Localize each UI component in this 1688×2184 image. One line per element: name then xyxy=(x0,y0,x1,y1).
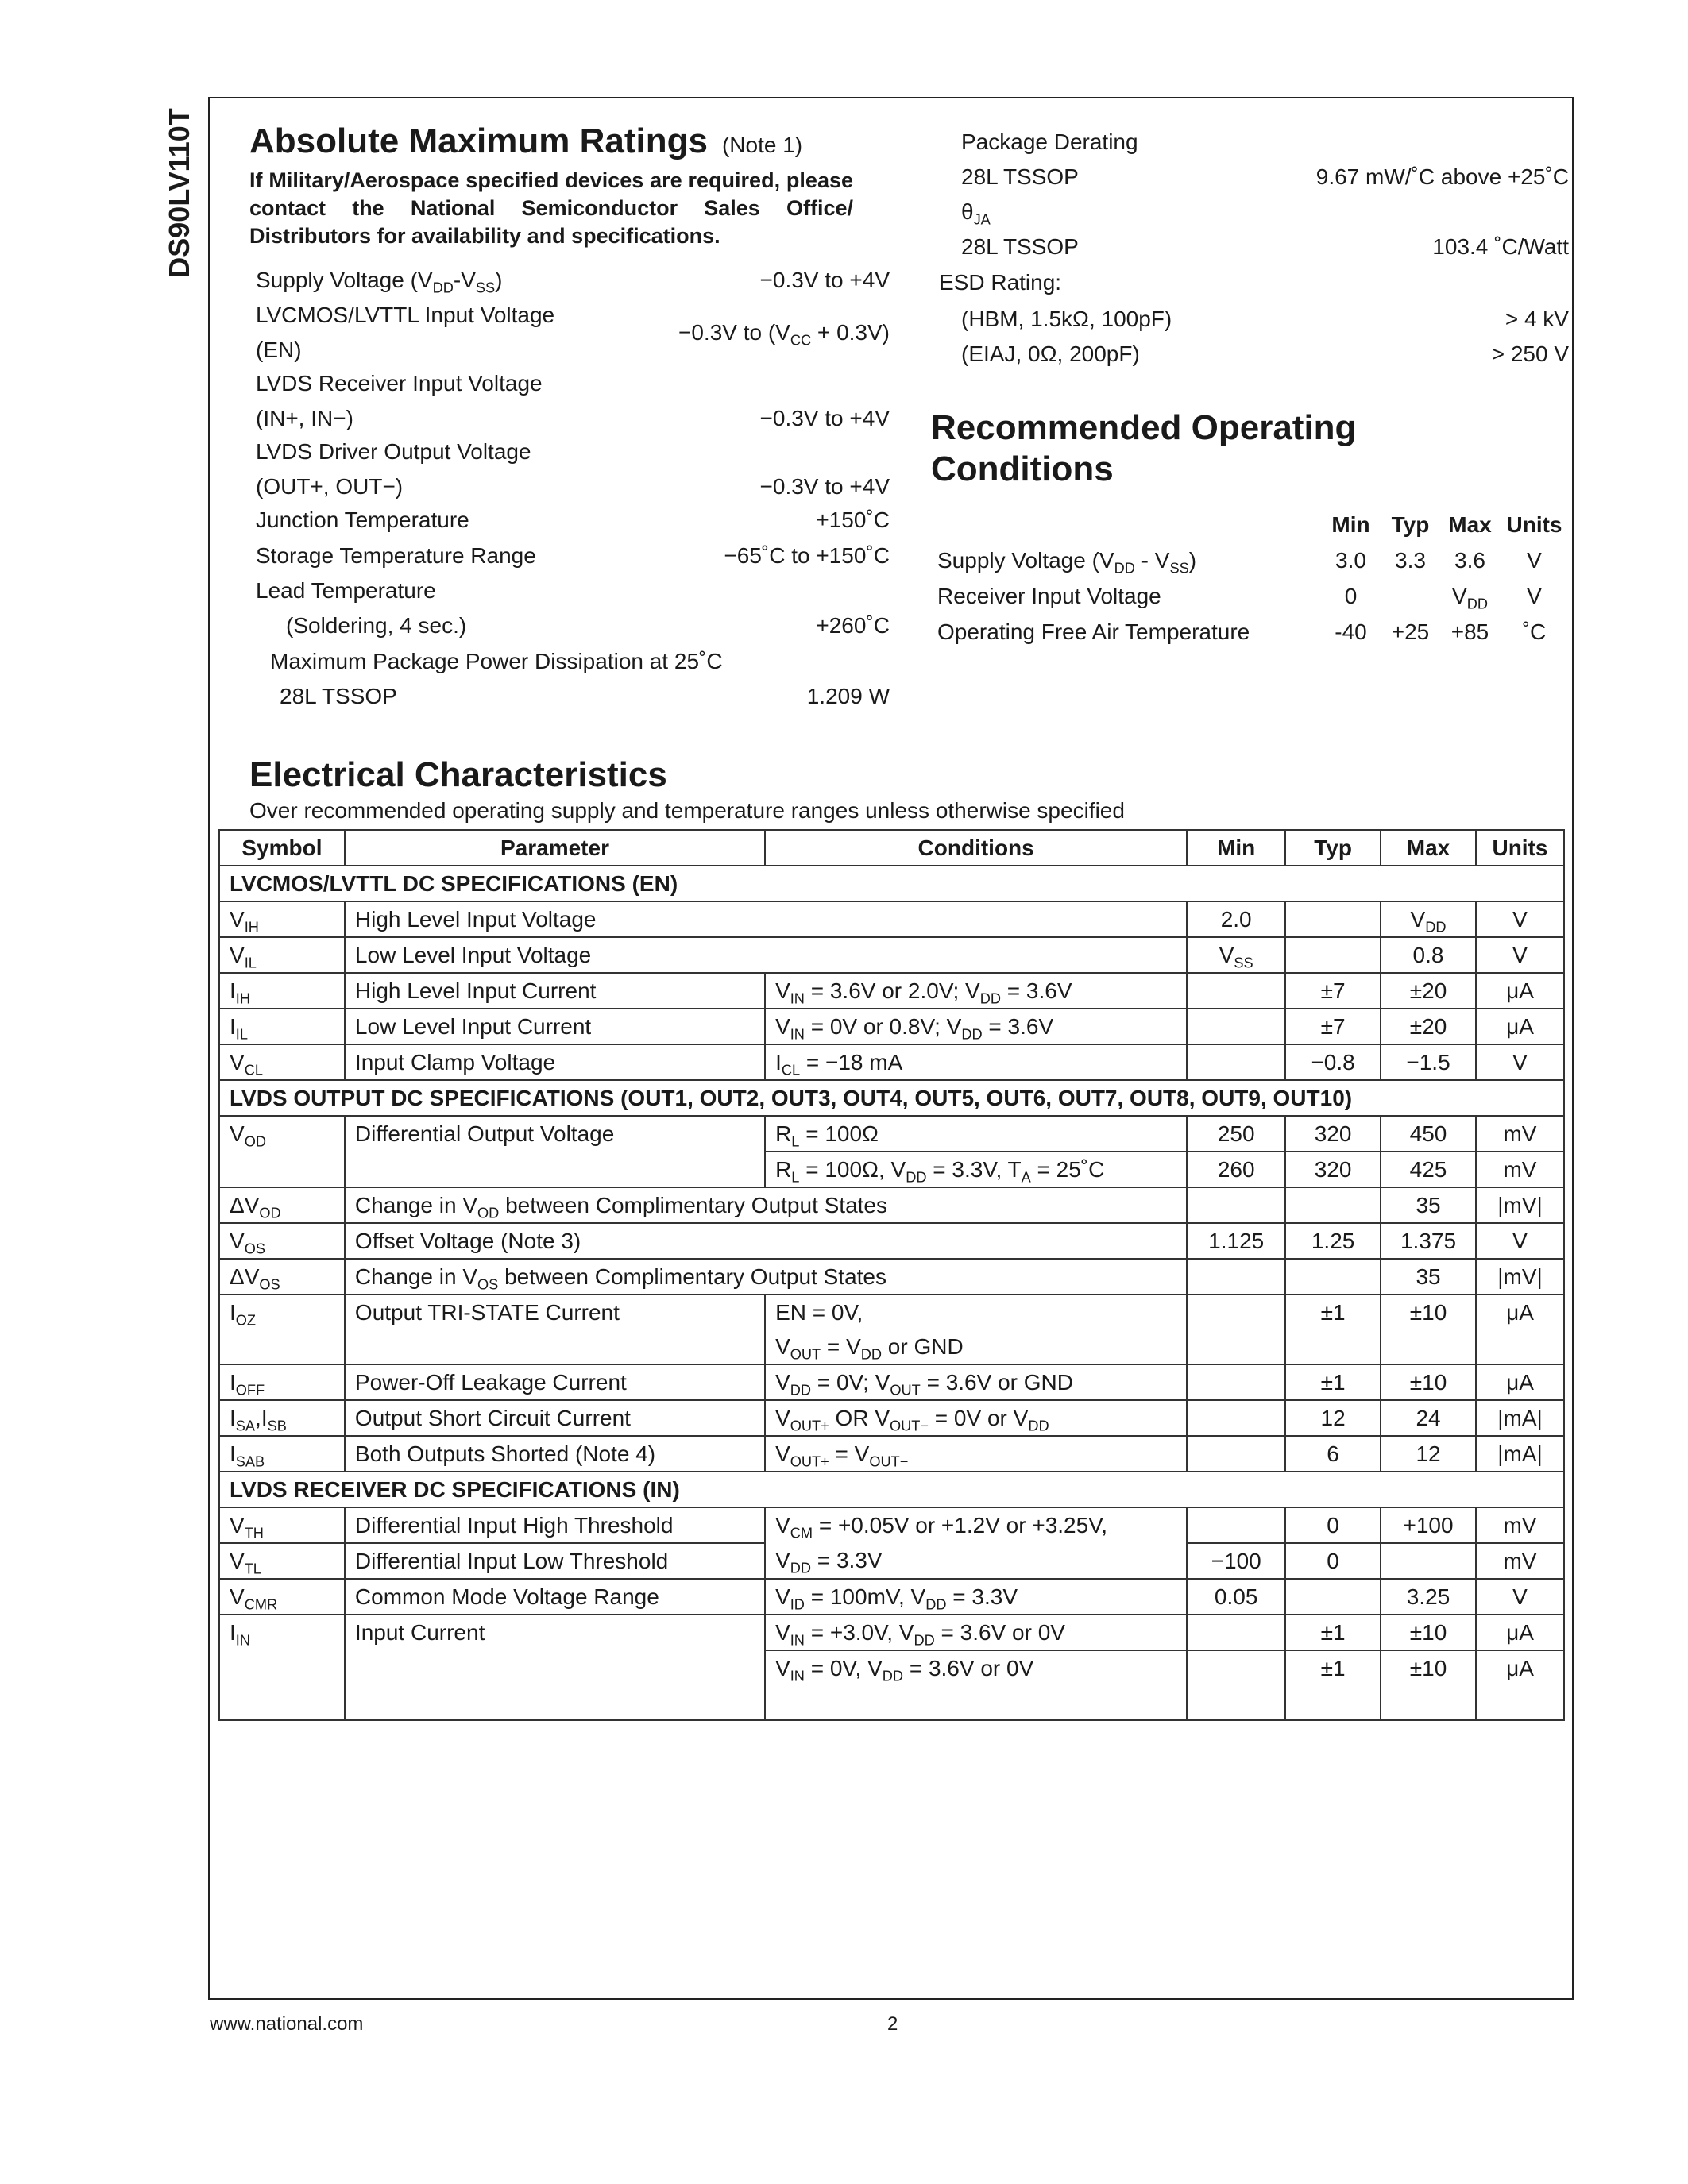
ec-cond: $V_{IN} = 0V$ or 0.8V; $V_{DD} = 3.6V$ xyxy=(765,1009,1187,1044)
ec-typ: ±1 xyxy=(1285,1364,1381,1400)
ec-max: ±20 xyxy=(1381,1009,1476,1044)
ec-symbol: $I_{IN}$ xyxy=(219,1615,345,1720)
ec-max: 425 xyxy=(1381,1152,1476,1187)
table-row xyxy=(219,1044,1564,1080)
amr-label: Lead Temperature xyxy=(256,578,436,603)
table-row xyxy=(219,1615,1564,1650)
roc-row xyxy=(937,614,1569,650)
ec-symbol: $V_{CMR}$ xyxy=(219,1579,345,1615)
amr-label: ESD Rating: xyxy=(939,270,1062,295)
ec-max: 35 xyxy=(1381,1259,1476,1295)
amr-value: +150˚C xyxy=(816,507,890,532)
ec-symbol: $V_{OD}$ xyxy=(219,1116,345,1187)
ec-min xyxy=(1187,1259,1285,1295)
amr-label: (HBM, 1.5kΩ, 100pF) xyxy=(961,307,1172,331)
ec-typ: 6 xyxy=(1285,1436,1381,1472)
amr-label: LVCMOS/LVTTL Input Voltage xyxy=(256,303,555,327)
amr-value: 1.209 W xyxy=(806,684,890,708)
ec-cond-line: EN = 0V, xyxy=(775,1300,863,1325)
ec-typ: 0 xyxy=(1285,1543,1381,1579)
ec-units: mV xyxy=(1476,1543,1564,1579)
ec-min: 250 xyxy=(1187,1116,1285,1152)
ec-units: μA xyxy=(1476,973,1564,1009)
amr-value: −0.3V to +4V xyxy=(759,474,890,499)
roc-min: 0 xyxy=(1344,583,1358,608)
ec-typ xyxy=(1285,1187,1381,1223)
ec-min xyxy=(1187,1436,1285,1472)
amr-value: −0.3V to +4V xyxy=(759,268,890,292)
ec-symbol: $I_{OZ}$ xyxy=(219,1295,345,1364)
ec-symbol: $I_{IH}$ xyxy=(219,973,345,1009)
ec-units: V xyxy=(1476,1044,1564,1080)
amr-label: Supply Voltage $(V_{DD}-V_{SS})$ xyxy=(256,268,503,296)
table-row xyxy=(219,1579,1564,1615)
roc-header: Units xyxy=(1506,511,1562,537)
ec-header: Typ xyxy=(1285,830,1381,866)
ec-typ: 320 xyxy=(1285,1152,1381,1187)
ec-units: |mV| xyxy=(1476,1259,1564,1295)
amr-value: −65˚C to +150˚C xyxy=(724,543,890,568)
table-row xyxy=(219,1364,1564,1400)
ec-typ: 320 xyxy=(1285,1116,1381,1152)
ec-units: μA xyxy=(1476,1364,1564,1400)
roc-typ: 3.3 xyxy=(1395,547,1426,573)
amr-label: $\theta_{JA}$ xyxy=(961,199,991,228)
roc-row xyxy=(937,578,1569,614)
ec-header: Max xyxy=(1381,830,1476,866)
ec-param: Common Mode Voltage Range xyxy=(345,1579,765,1615)
ec-param: Differential Output Voltage xyxy=(345,1116,765,1187)
amr-label: LVDS Receiver Input Voltage xyxy=(256,371,543,396)
ec-units: V xyxy=(1476,1579,1564,1615)
ec-typ xyxy=(1285,1579,1381,1615)
ec-min xyxy=(1187,1364,1285,1400)
roc-max: $V_{DD}$ xyxy=(1452,583,1488,612)
ec-title: Electrical Characteristics xyxy=(249,755,667,794)
ec-units: mV xyxy=(1476,1152,1564,1187)
amr-label: Junction Temperature xyxy=(256,507,469,532)
ec-max: 24 xyxy=(1381,1400,1476,1436)
roc-row xyxy=(937,542,1569,578)
table-row xyxy=(219,1436,1564,1472)
ec-header: Parameter xyxy=(345,830,765,866)
ec-symbol: $I_{SA},I_{SB}$ xyxy=(219,1400,345,1436)
amr-label: (OUT+, OUT−) xyxy=(256,474,404,499)
ec-units: μA xyxy=(1476,1615,1564,1650)
ec-param: Output TRI-STATE Current xyxy=(345,1295,765,1364)
ec-min xyxy=(1187,1044,1285,1080)
roc-table xyxy=(937,507,1569,650)
amr-label: 28L TSSOP xyxy=(280,684,397,708)
amr-value: 9.67 mW/˚C above +25˚C xyxy=(1315,164,1569,189)
amr-value: > 4 kV xyxy=(1505,307,1569,331)
ec-units: V xyxy=(1476,937,1564,973)
ec-cond xyxy=(765,1295,1187,1364)
ec-param: Both Outputs Shorted (Note 4) xyxy=(345,1436,765,1472)
ec-units: |mA| xyxy=(1476,1400,1564,1436)
table-row xyxy=(219,901,1564,937)
table-row xyxy=(219,1295,1564,1364)
ec-typ: ±1 xyxy=(1285,1650,1381,1720)
roc-max: +85 xyxy=(1450,619,1489,644)
ec-param: Differential Input High Threshold xyxy=(345,1507,765,1543)
ec-typ: −0.8 xyxy=(1285,1044,1381,1080)
ec-symbol: $I_{IL}$ xyxy=(219,1009,345,1044)
ec-max: +100 xyxy=(1381,1507,1476,1543)
ec-units: V xyxy=(1476,901,1564,937)
ec-cond: $R_L = 100\Omega$, $V_{DD} = 3.3V$, $T_A$ = 25˚C xyxy=(765,1152,1187,1187)
roc-label: Receiver Input Voltage xyxy=(937,583,1161,608)
ec-subtitle: Over recommended operating supply and temperature ranges unless otherwise specified xyxy=(249,798,1125,823)
ec-min: 2.0 xyxy=(1187,901,1285,937)
roc-label: Supply Voltage $(V_{DD} - V_{SS})$ xyxy=(937,547,1197,576)
ec-max: 450 xyxy=(1381,1116,1476,1152)
ec-max: 3.25 xyxy=(1381,1579,1476,1615)
roc-title-line1: Recommended Operating xyxy=(931,408,1357,447)
ec-units: μA xyxy=(1476,1009,1564,1044)
ec-units: V xyxy=(1476,1223,1564,1259)
ec-units: |mA| xyxy=(1476,1436,1564,1472)
ec-cond: $V_{IN} = +3.0V$, $V_{DD} = 3.6V$ or 0V xyxy=(765,1615,1187,1650)
ec-min: −100 xyxy=(1187,1543,1285,1579)
amr-label: 28L TSSOP xyxy=(961,164,1079,189)
amr-label: LVDS Driver Output Voltage xyxy=(256,439,531,464)
ec-min: 0.05 xyxy=(1187,1579,1285,1615)
amr-value: −0.3V to $(V_{CC} + 0.3V)$ xyxy=(678,320,890,349)
ec-min xyxy=(1187,1507,1285,1543)
table-row xyxy=(219,1116,1564,1152)
ec-max: $V_{DD}$ xyxy=(1381,901,1476,937)
ec-units: |mV| xyxy=(1476,1187,1564,1223)
amr-value: 103.4 ˚C/Watt xyxy=(1432,234,1569,259)
amr-label: Storage Temperature Range xyxy=(256,543,536,568)
table-row xyxy=(219,1187,1564,1223)
ec-typ: ±1 xyxy=(1285,1295,1381,1364)
roc-label: Operating Free Air Temperature xyxy=(937,619,1250,644)
ec-header: Symbol xyxy=(219,830,345,866)
ec-max: ±10 xyxy=(1381,1615,1476,1650)
ec-max: ±20 xyxy=(1381,973,1476,1009)
ec-typ xyxy=(1285,937,1381,973)
ec-max: 12 xyxy=(1381,1436,1476,1472)
amr-value: +260˚C xyxy=(816,613,890,638)
ec-header-row xyxy=(219,830,1564,866)
ec-param: Input Current xyxy=(345,1615,765,1720)
ec-param: High Level Input Current xyxy=(345,973,765,1009)
ec-section-title: LVDS OUTPUT DC SPECIFICATIONS (OUT1, OUT2, OUT3, OUT4, OUT5, OUT6, OUT7, OUT8, OUT9, OUT10) xyxy=(219,1080,1564,1116)
ec-max: −1.5 xyxy=(1381,1044,1476,1080)
roc-units: V xyxy=(1527,583,1542,608)
ec-symbol: $V_{TH}$ xyxy=(219,1507,345,1543)
table-row xyxy=(219,973,1564,1009)
amr-title-text: Absolute Maximum Ratings xyxy=(249,122,708,160)
ec-section-title: LVCMOS/LVTTL DC SPECIFICATIONS (EN) xyxy=(219,866,1564,901)
ec-cond: $R_L = 100\Omega$ xyxy=(765,1116,1187,1152)
amr-value: −0.3V to +4V xyxy=(759,406,890,430)
roc-header-row xyxy=(937,507,1569,542)
ec-typ: ±7 xyxy=(1285,1009,1381,1044)
ec-units: mV xyxy=(1476,1507,1564,1543)
ec-min xyxy=(1187,1615,1285,1650)
ec-units: μA xyxy=(1476,1295,1564,1364)
roc-title xyxy=(931,407,1356,490)
ec-header: Min xyxy=(1187,830,1285,866)
ec-param: High Level Input Voltage xyxy=(345,901,1187,937)
ec-param: Power-Off Leakage Current xyxy=(345,1364,765,1400)
ec-param: Differential Input Low Threshold xyxy=(345,1543,765,1579)
ec-cond: $V_{ID} = 100mV$, $V_{DD} = 3.3V$ xyxy=(765,1579,1187,1615)
ec-symbol: $V_{TL}$ xyxy=(219,1543,345,1579)
ec-max: 1.375 xyxy=(1381,1223,1476,1259)
ec-max: ±10 xyxy=(1381,1295,1476,1364)
ec-symbol: $\Delta V_{OS}$ xyxy=(219,1259,345,1295)
page-number: 2 xyxy=(887,2013,898,2035)
roc-header: Min xyxy=(1331,511,1370,537)
ec-typ xyxy=(1285,901,1381,937)
roc-min: 3.0 xyxy=(1335,547,1366,573)
ec-param: Output Short Circuit Current xyxy=(345,1400,765,1436)
ec-typ: 12 xyxy=(1285,1400,1381,1436)
roc-title-line2: Conditions xyxy=(931,450,1114,488)
ec-min xyxy=(1187,1400,1285,1436)
roc-typ: +25 xyxy=(1391,619,1430,644)
ec-min: $V_{SS}$ xyxy=(1187,937,1285,973)
amr-label: (Soldering, 4 sec.) xyxy=(286,613,467,638)
ec-min xyxy=(1187,1187,1285,1223)
amr-note: (Note 1) xyxy=(721,133,803,157)
ec-typ: ±7 xyxy=(1285,973,1381,1009)
ec-symbol: $V_{OS}$ xyxy=(219,1223,345,1259)
amr-label: 28L TSSOP xyxy=(961,234,1079,259)
ec-cond: $V_{DD} = 0V$; $V_{OUT} = 3.6V$ or GND xyxy=(765,1364,1187,1400)
amr-label: Maximum Package Power Dissipation at 25˚C xyxy=(270,649,723,673)
ec-symbol: $\Delta V_{OD}$ xyxy=(219,1187,345,1223)
ec-param: Low Level Input Current xyxy=(345,1009,765,1044)
ec-symbol: $V_{CL}$ xyxy=(219,1044,345,1080)
ec-symbol: $I_{OFF}$ xyxy=(219,1364,345,1400)
ec-section-row xyxy=(219,1472,1564,1507)
table-row xyxy=(219,1259,1564,1295)
ec-cond: $V_{IN} = 0V$, $V_{DD} = 3.6V$ or 0V xyxy=(765,1650,1187,1720)
ec-max: ±10 xyxy=(1381,1650,1476,1720)
table-row xyxy=(219,1400,1564,1436)
amr-label: (EN) xyxy=(256,338,302,362)
roc-min: -40 xyxy=(1335,619,1367,644)
roc-max: 3.6 xyxy=(1454,547,1485,573)
ec-param: Change in $V_{OD}$ between Complimentary Output States xyxy=(345,1187,1187,1223)
ec-cond: $V_{CM} = +0.05V$ or +1.2V or +3.25V, xyxy=(765,1507,1187,1543)
ec-max: 0.8 xyxy=(1381,937,1476,973)
ec-min xyxy=(1187,1650,1285,1720)
ec-typ: 0 xyxy=(1285,1507,1381,1543)
table-row xyxy=(219,937,1564,973)
ec-param: Change in $V_{OS}$ between Complimentary Output States xyxy=(345,1259,1187,1295)
roc-header: Typ xyxy=(1391,511,1430,537)
ec-symbol: $I_{SAB}$ xyxy=(219,1436,345,1472)
ec-units: μA xyxy=(1476,1650,1564,1720)
ec-units: mV xyxy=(1476,1116,1564,1152)
amr-title xyxy=(249,121,802,166)
ec-max: ±10 xyxy=(1381,1364,1476,1400)
amr-label: Package Derating xyxy=(961,129,1138,154)
ec-param: Low Level Input Voltage xyxy=(345,937,1187,973)
ec-typ xyxy=(1285,1259,1381,1295)
amr-label: (IN+, IN−) xyxy=(256,406,353,430)
table-row xyxy=(219,1009,1564,1044)
ec-min xyxy=(1187,1295,1285,1364)
military-note: If Military/Aerospace specified devices are required, please contact the National Semiconductor Sales Office/ Distributors for availability and specifications. xyxy=(249,168,853,248)
ec-max xyxy=(1381,1543,1476,1579)
ec-cond: $V_{OUT+} = V_{OUT-}$ xyxy=(765,1436,1187,1472)
table-row xyxy=(219,1223,1564,1259)
ec-symbol: $V_{IH}$ xyxy=(219,901,345,937)
ec-min: 260 xyxy=(1187,1152,1285,1187)
ec-param: Input Clamp Voltage xyxy=(345,1044,765,1080)
ec-header: Conditions xyxy=(765,830,1187,866)
ec-table xyxy=(218,829,1565,1721)
ec-section-row xyxy=(219,866,1564,901)
table-row xyxy=(219,1543,1564,1579)
ec-section-row xyxy=(219,1080,1564,1116)
ec-cond: $V_{DD} = 3.3V$ xyxy=(765,1543,1187,1579)
roc-units: ˚C xyxy=(1522,619,1547,644)
footer-url: www.national.com xyxy=(210,2013,364,2035)
roc-units: V xyxy=(1527,547,1542,573)
ec-cond: $V_{IN} = 3.6V$ or 2.0V; $V_{DD} = 3.6V$ xyxy=(765,973,1187,1009)
ec-typ: ±1 xyxy=(1285,1615,1381,1650)
ec-typ: 1.25 xyxy=(1285,1223,1381,1259)
amr-label: (EIAJ, 0Ω, 200pF) xyxy=(961,341,1140,366)
ec-param: Offset Voltage (Note 3) xyxy=(345,1223,1187,1259)
ec-cond-line: $V_{OUT} = V_{DD}$ or GND xyxy=(775,1334,964,1363)
amr-value: > 250 V xyxy=(1491,341,1569,366)
table-row xyxy=(219,1507,1564,1543)
roc-typ xyxy=(1381,578,1440,614)
ec-min xyxy=(1187,973,1285,1009)
ec-symbol: $V_{IL}$ xyxy=(219,937,345,973)
ec-section-title: LVDS RECEIVER DC SPECIFICATIONS (IN) xyxy=(219,1472,1564,1507)
side-part-number: DS90LV110T xyxy=(163,108,195,278)
ec-min: 1.125 xyxy=(1187,1223,1285,1259)
ec-max: 35 xyxy=(1381,1187,1476,1223)
ec-header: Units xyxy=(1476,830,1564,866)
ec-cond: $I_{CL} = -18$ mA xyxy=(765,1044,1187,1080)
ec-cond: $V_{OUT+}$ OR $V_{OUT-} = 0V$ or $V_{DD}$ xyxy=(765,1400,1187,1436)
roc-header: Max xyxy=(1448,511,1492,537)
ec-min xyxy=(1187,1009,1285,1044)
